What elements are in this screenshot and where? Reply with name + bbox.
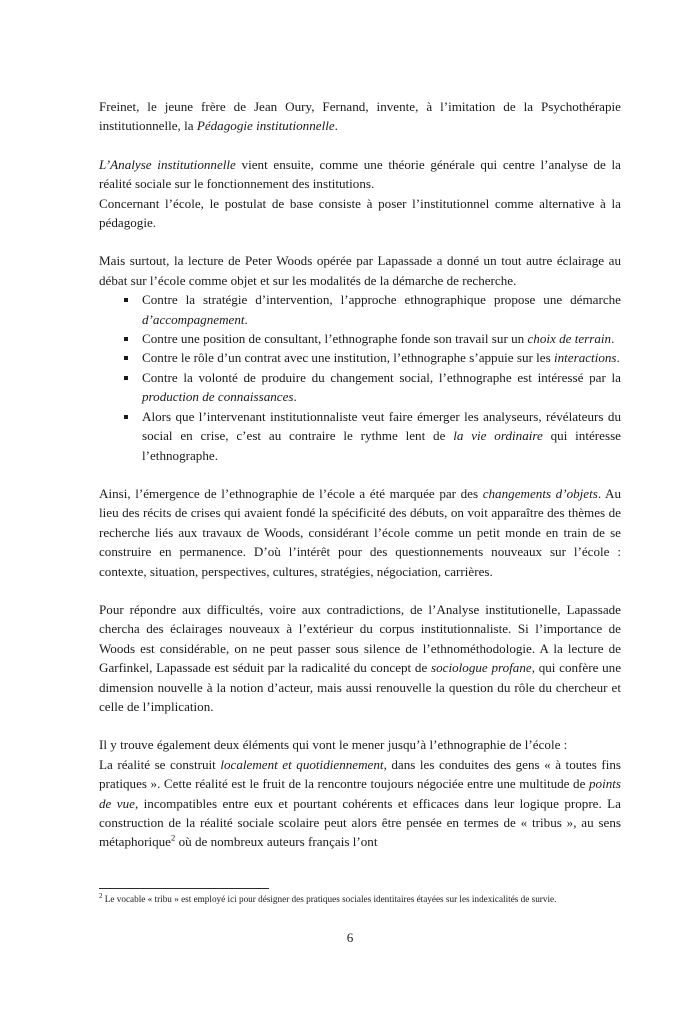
footnote-marker: 2	[99, 891, 103, 900]
text-run: où de nombreux auteurs français l’ont	[175, 834, 378, 850]
text-run: .	[244, 311, 248, 327]
italic-run: sociologue profane	[431, 660, 532, 676]
text-run: vient ensuite, comme une théorie générale qui centre l’analyse de la réalité sociale sur le fonctionnement des institutions.	[99, 156, 621, 192]
text-run: qui intéresse l’ethnographe.	[142, 428, 621, 463]
italic-run: Pédagogie institutionnelle	[196, 118, 335, 134]
square-bullet-icon	[124, 376, 128, 380]
square-bullet-icon	[124, 415, 128, 419]
bullet-list-item	[99, 368, 621, 407]
text-run: .	[611, 331, 615, 347]
text-run: Il y trouve également deux éléments qui vont le mener jusqu’à l’ethnographie de l’école :	[99, 737, 568, 753]
text-run: Mais surtout, la lecture de Peter Woods opérée par Lapassade a donné un tout autre éclairage au débat sur l’école comme objet et sur les modalités de la démarche de recherche.	[99, 253, 621, 288]
paragraph-realite-construit	[99, 755, 621, 852]
italic-run: d’accompagnement	[142, 311, 245, 327]
text-run: Contre le rôle d’un contrat avec une institution, l’ethnographe s’appuie sur les	[142, 350, 554, 366]
text-run: Pour répondre aux difficultés, voire aux contradictions, de l’Analyse institutionelle, Lapassade chercha des éclairages nouveaux à l’extérieur du corpus institutionnaliste. Si l’importance de Woods est considérable, on ne peut passer sous silence de l’ethnométhodologie. A la lecture de Garfinkel, Lapassade est séduit par la radicalité du concept de	[99, 601, 621, 676]
bullet-list-item	[99, 348, 621, 367]
text-run: . Au lieu des récits de crises qui avaient fondé la spécificité des débuts, on voit apparaître des thèmes de recherche liés aux travaux de Woods, considérant l’école comme un petit monde en train de se construire en permanence. D’où l’intérêt pour des questionnements nouveaux sur l’école : contexte, situation, perspectives, cultures, stratégies, négociation, carrières.	[99, 485, 621, 579]
bullet-item-text	[142, 348, 621, 367]
page-body-text	[99, 97, 621, 852]
bullet-list-item	[99, 329, 621, 348]
bullet-list-item	[99, 290, 621, 329]
text-run: Concernant l’école, le postulat de base consiste à poser l’institutionnel comme alternative à la pédagogie.	[99, 195, 621, 231]
text-run: , qui confère une dimension nouvelle à la notion d’acteur, mais aussi renouvelle la question du rôle du chercheur et celle de l’implication.	[99, 660, 622, 714]
italic-run: changements d’objets	[482, 485, 598, 501]
text-run: , incompatibles entre eux et pourtant cohérents et efficaces dans leur logique propre. La construction de la réalité sociale scolaire peut alors être pensée en termes de « tribus », au sens métaphorique	[99, 795, 621, 850]
footnote-separator-rule	[99, 888, 269, 889]
italic-run: production de connaissances	[142, 389, 294, 405]
text-run: Contre la stratégie d’intervention, l’approche ethnographique propose une démarche	[142, 292, 621, 308]
square-bullet-icon	[124, 298, 128, 302]
bullet-item-text	[142, 368, 621, 407]
footnote-text: Le vocable « tribu » est employé ici pour désigner des pratiques sociales identitaires étayées sur les indexicalités de survie.	[102, 894, 557, 904]
text-run: Freinet, le jeune frère de Jean Oury, Fernand, invente, à l’imitation de la Psychothérapie institutionnelle, la	[99, 99, 621, 134]
paragraph-difficultes-contradictions	[99, 600, 621, 716]
bullet-list-item	[99, 407, 621, 465]
paragraph-freinet	[99, 97, 621, 136]
paragraph-peter-woods	[99, 251, 621, 290]
text-run: .	[293, 389, 297, 405]
bullet-item-text	[142, 407, 621, 465]
text-run: Contre une position de consultant, l’ethnographe fonde son travail sur un	[142, 331, 528, 347]
text-run: .	[616, 350, 620, 366]
paragraph-changements-objets	[99, 484, 621, 581]
bullet-list-ethnographie	[99, 290, 621, 465]
paragraph-concernant-ecole	[99, 194, 621, 233]
italic-run: points de vue	[99, 776, 621, 811]
text-run: La réalité se construit	[99, 756, 221, 772]
italic-run: localement et quotidiennement	[220, 756, 384, 772]
page-number: 6	[346, 930, 354, 945]
text-run: .	[334, 118, 338, 134]
square-bullet-icon	[124, 356, 128, 360]
italic-run: la vie ordinaire	[453, 428, 543, 444]
text-run: Ainsi, l’émergence de l’ethnographie de l’école a été marquée par des	[99, 485, 483, 501]
bullet-item-text	[142, 290, 621, 329]
square-bullet-icon	[124, 337, 128, 341]
footnote-entry	[99, 893, 621, 906]
text-run: Contre la volonté de produire du changement social, l’ethnographe est intéressé par la	[142, 369, 621, 385]
footnote-area	[99, 888, 621, 906]
italic-run: choix de terrain	[527, 331, 612, 347]
italic-run: interactions	[553, 350, 617, 366]
italic-run: L’Analyse institutionnelle	[99, 156, 236, 172]
paragraph-analyse-institutionnelle	[99, 155, 621, 194]
text-run: , dans les conduites des gens « à toutes fins pratiques ». Cette réalité est le fruit de la rencontre toujours négociée entre une multitude de	[99, 756, 621, 792]
footnote-reference: 2	[171, 833, 176, 844]
bullet-item-text	[142, 329, 621, 348]
paragraph-deux-elements	[99, 735, 621, 754]
text-run: Alors que l’intervenant institutionnaliste veut faire émerger les analyseurs, révélateurs du social en crise, c’est au contraire le rythme lent de	[142, 408, 621, 444]
